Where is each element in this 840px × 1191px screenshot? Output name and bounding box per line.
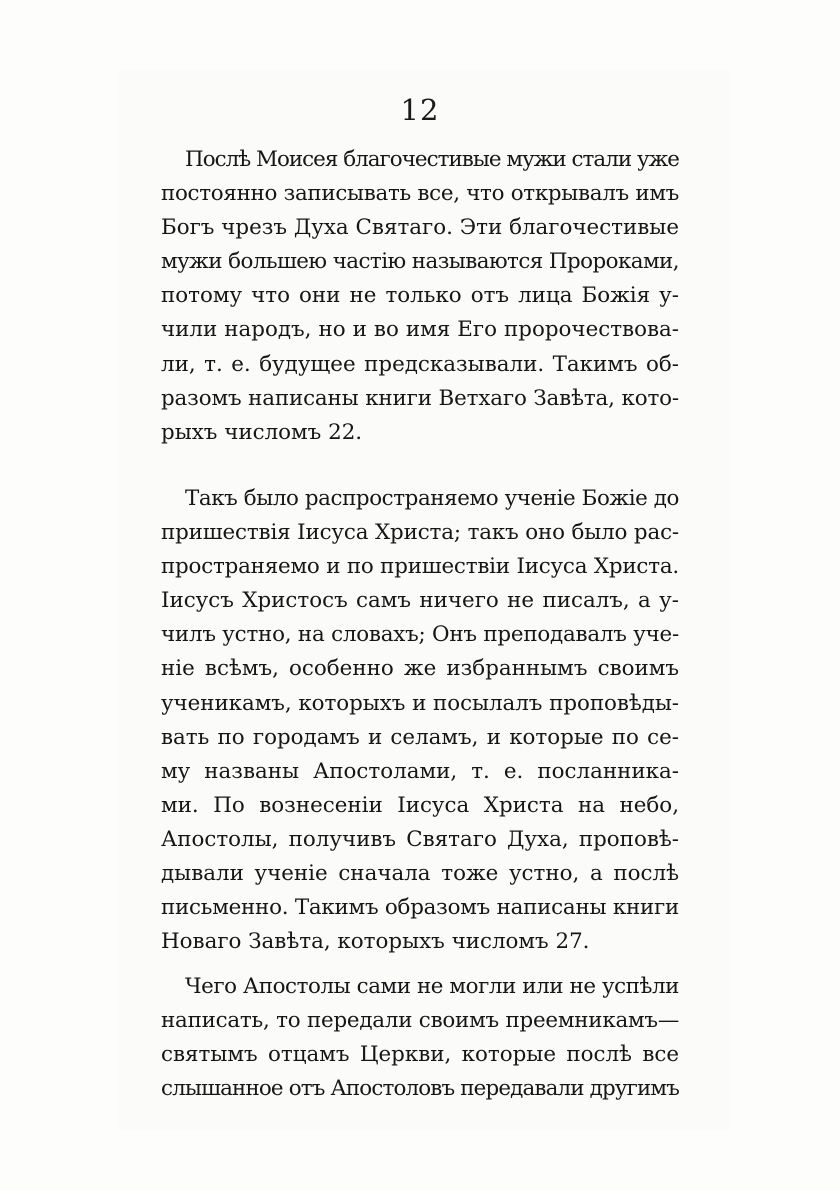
text-line: разомъ написаны книги Ветхаго Завѣта, кото- <box>161 385 679 411</box>
text-line: написать, то передали своимъ преемникамъ— <box>161 1008 679 1034</box>
text-line: чили народъ, но и во имя Его пророчествова- <box>161 317 679 343</box>
text-line: ніе всѣмъ, особенно же избраннымъ своимъ <box>161 656 679 682</box>
text-line: Такъ было распространяемо ученіе Божіе до <box>185 486 679 511</box>
text-line: Послѣ Моисея благочестивые мужи стали уже <box>185 147 679 172</box>
text-line: потому что они не только отъ лица Божія у- <box>161 283 679 309</box>
paragraph-1 <box>161 143 679 450</box>
text-line: дывали ученіе сначала тоже устно, а послѣ <box>161 861 679 887</box>
text-line: Новаго Завѣта, которыхъ числомъ 27. <box>161 929 590 955</box>
paragraph-2 <box>161 482 679 959</box>
text-line: Іисусъ Христосъ самъ ничего не писалъ, а у- <box>161 588 679 614</box>
text-line: Чего Апостолы сами не могли или не успѣли <box>185 974 679 999</box>
text-line: слышанное отъ Апостоловъ передавали другимъ <box>161 1076 679 1102</box>
text-line: мужи большею частію называются Пророками, <box>161 249 679 275</box>
text-line: пришествія Іисуса Христа; такъ оно было рас- <box>161 520 679 546</box>
text-line: ли, т. е. будущее предсказывали. Такимъ об- <box>161 351 679 377</box>
text-line: Богъ чрезъ Духа Святаго. Эти благочестивые <box>161 215 679 241</box>
text-line: пространяемо и по пришествіи Іисуса Христа. <box>161 554 679 580</box>
text-line: ученикамъ, которыхъ и посылалъ проповѣды- <box>161 690 679 716</box>
text-line: Апостолы, получивъ Святаго Духа, проповѣ- <box>161 826 679 852</box>
text-line: ми. По вознесеніи Іисуса Христа на небо, <box>161 792 679 818</box>
text-line: вать по городамъ и селамъ, и которые по се- <box>161 724 679 750</box>
text-line: чилъ устно, на словахъ; Онъ преподавалъ уче- <box>161 622 679 648</box>
text-line: святымъ отцамъ Церкви, которые послѣ все <box>161 1042 679 1068</box>
page-number: 12 <box>400 93 440 127</box>
text-line: письменно. Такимъ образомъ написаны книги <box>161 895 679 921</box>
text-line: постоянно записывать все, что открывалъ имъ <box>161 181 679 207</box>
text-line: рыхъ числомъ 22. <box>161 419 363 445</box>
paragraph-3 <box>161 970 679 1106</box>
text-line: му названы Апостолами, т. е. посланника- <box>161 758 679 784</box>
